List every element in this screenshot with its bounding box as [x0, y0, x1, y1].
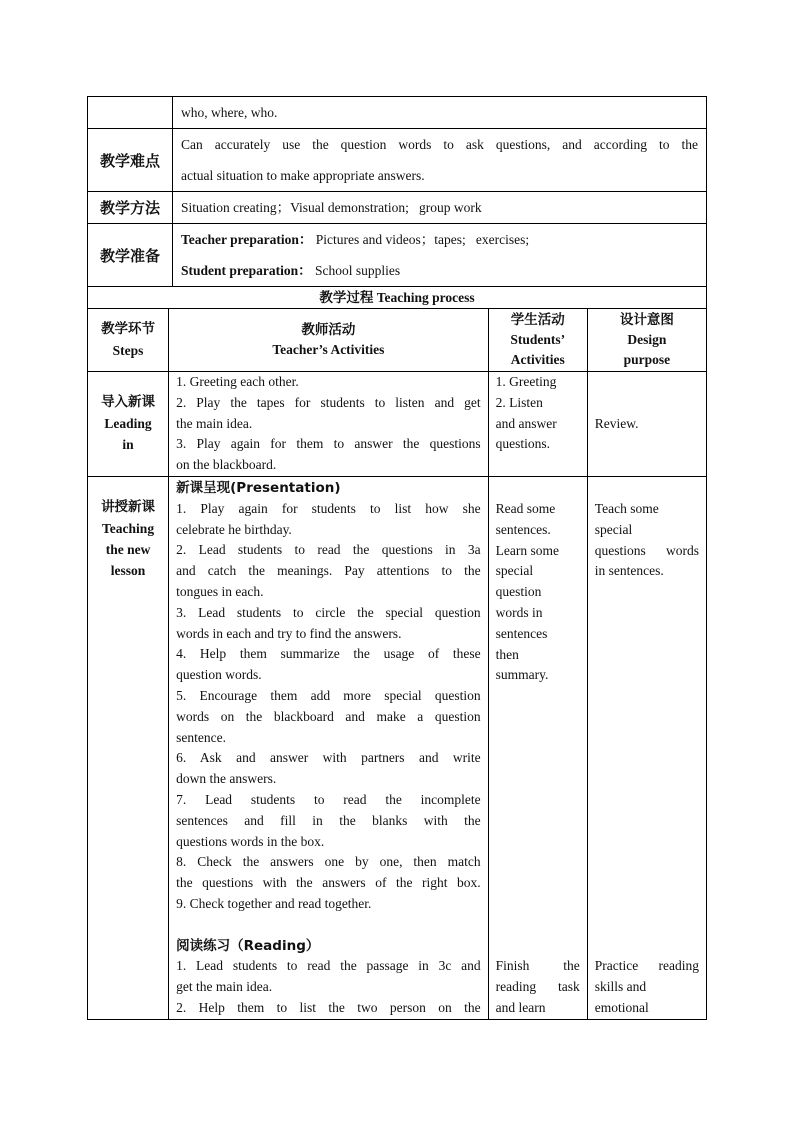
- leading-student-activities: [488, 372, 587, 477]
- presentation-heading: 新课呈现(Presentation): [176, 479, 341, 496]
- leading-teacher-line: 2. Play the tapes for students to listen and get: [176, 394, 481, 410]
- purpose-line: questions words: [594, 542, 699, 558]
- teaching-line: 1. Play again for students to list how she: [176, 500, 481, 516]
- header-purpose: [587, 309, 706, 372]
- teaching-line: 9. Check together and read together.: [176, 895, 372, 911]
- difficulty-value: [173, 129, 707, 192]
- header-teacher-cn: 教师活动: [301, 322, 356, 338]
- student-line: sentences.: [495, 521, 551, 537]
- header-teacher: [169, 309, 489, 372]
- header-steps-en: Steps: [112, 343, 144, 358]
- question-words-cell: who, where, who.: [173, 97, 707, 129]
- method-value: Situation creating；Visual demonstration; group work: [173, 192, 707, 224]
- teaching-line: celebrate he birthday.: [176, 521, 292, 537]
- difficulty-line-2: actual situation to make appropriate answers.: [181, 168, 425, 183]
- student-reading-line: and learn: [495, 999, 546, 1015]
- teaching-student-activities: [488, 476, 587, 1019]
- purpose-line: Teach some: [594, 500, 659, 516]
- teaching-step-en: Teaching: [102, 520, 155, 536]
- purpose-reading-line: Practice reading: [594, 958, 699, 974]
- teaching-line: 3. Lead students to circle the special question: [176, 604, 481, 620]
- header-purpose-en: Design: [627, 332, 667, 347]
- student-prep-value: School supplies: [315, 263, 401, 278]
- student-line: summary.: [495, 667, 549, 683]
- teaching-line: 6. Ask and answer with partners and write: [176, 750, 481, 766]
- blank-line: [176, 915, 481, 936]
- header-teacher-en: Teacher’s Activities: [272, 342, 385, 357]
- teaching-line: 8. Check the answers one by one, then match: [176, 854, 481, 870]
- student-reading-line: Finish the: [495, 958, 580, 974]
- teacher-prep-value: Pictures and videos；tapes; exercises;: [315, 232, 530, 247]
- step-leading-in: [88, 372, 169, 477]
- leading-purpose: Review.: [587, 372, 706, 477]
- teaching-step-en-2: the new: [105, 541, 151, 557]
- teaching-purpose: [587, 476, 706, 1019]
- teaching-line: down the answers.: [176, 771, 277, 787]
- purpose-reading-line: emotional: [594, 999, 649, 1015]
- step-teaching: [88, 476, 169, 1019]
- reading-heading: 阅读练习（Reading）: [176, 937, 320, 954]
- teaching-step-en-3: lesson: [110, 562, 146, 578]
- student-line: question: [495, 584, 542, 600]
- teaching-line: sentence.: [176, 729, 226, 745]
- leading-student-line: 2. Listen: [495, 394, 543, 410]
- teaching-line: question words.: [176, 667, 262, 683]
- leading-teacher-line: on the blackboard.: [176, 457, 277, 473]
- reading-line: 1. Lead students to read the passage in 3c and: [176, 958, 481, 974]
- teaching-line: and catch the meanings. Pay attentions to the: [176, 563, 481, 579]
- preparation-value: [173, 224, 707, 287]
- leading-step-cn: 导入新课: [101, 394, 156, 411]
- teacher-preparation: [181, 224, 698, 255]
- teaching-line: questions words in the box.: [176, 833, 325, 849]
- difficulty-label: 教学难点: [88, 129, 173, 192]
- method-label: 教学方法: [88, 192, 173, 224]
- leading-step-en-2: in: [122, 437, 134, 453]
- lesson-info-table: [87, 96, 707, 287]
- process-title: 教学过程 Teaching process: [88, 287, 707, 309]
- leading-teacher-activities: [169, 372, 489, 477]
- purpose-gap: [595, 582, 699, 956]
- leading-student-line: 1. Greeting: [495, 374, 557, 389]
- student-line: Read some: [495, 500, 556, 516]
- empty-label-cell: [88, 97, 173, 129]
- header-students-en: Students’: [510, 332, 566, 347]
- header-steps-cn: 教学环节: [101, 321, 156, 337]
- header-students-cn: 学生活动: [510, 312, 565, 328]
- header-purpose-en-2: purpose: [623, 352, 671, 367]
- leading-teacher-line: 3. Play again for them to answer the questions: [176, 436, 481, 452]
- student-preparation: [181, 255, 698, 286]
- header-students-en-2: Activities: [510, 352, 565, 367]
- leading-step-en: Leading: [104, 416, 152, 432]
- teaching-process-table: [87, 286, 707, 1020]
- teaching-line: 7. Lead students to read the incomplete: [176, 791, 481, 807]
- student-line: Learn some: [495, 542, 559, 558]
- teaching-line: sentences and fill in the blanks with the: [176, 812, 481, 828]
- reading-line: get the main idea.: [176, 979, 273, 995]
- student-line: special: [495, 563, 534, 579]
- teaching-line: the questions with the answers of the right box.: [176, 875, 481, 891]
- student-reading-line: reading task: [495, 978, 580, 994]
- teaching-line: tongues in each.: [176, 583, 264, 599]
- header-students: [488, 309, 587, 372]
- teaching-line: words in each and try to find the answers.: [176, 625, 402, 641]
- header-steps: [88, 309, 169, 372]
- student-line: then: [495, 646, 519, 662]
- preparation-label: 教学准备: [88, 224, 173, 287]
- teaching-line: 5. Encourage them add more special question: [176, 687, 481, 703]
- purpose-line: in sentences.: [594, 563, 664, 579]
- reading-line: 2. Help them to list the two person on the: [176, 999, 481, 1015]
- difficulty-line-1: Can accurately use the question words to ask questions, and according to the: [181, 137, 698, 152]
- leading-student-line: and answer: [495, 415, 557, 431]
- student-gap: [496, 686, 580, 956]
- purpose-line: special: [594, 521, 633, 537]
- teaching-line: 4. Help them summarize the usage of these: [176, 646, 481, 662]
- leading-teacher-line: the main idea.: [176, 415, 253, 431]
- teaching-teacher-activities: [169, 476, 489, 1019]
- leading-student-line: questions.: [495, 436, 551, 452]
- purpose-reading-line: skills and: [594, 978, 647, 994]
- teacher-prep-label: Teacher preparation：: [181, 232, 313, 247]
- header-purpose-cn: 设计意图: [619, 312, 674, 328]
- teaching-line: words on the blackboard and make a question: [176, 708, 481, 724]
- teaching-line: 2. Lead students to read the questions in 3a: [176, 542, 481, 558]
- student-line: words in: [495, 604, 543, 620]
- leading-teacher-line: 1. Greeting each other.: [176, 374, 299, 389]
- student-prep-label: Student preparation：: [181, 263, 312, 278]
- teaching-step-cn: 讲授新课: [101, 498, 156, 515]
- student-line: sentences: [495, 625, 548, 641]
